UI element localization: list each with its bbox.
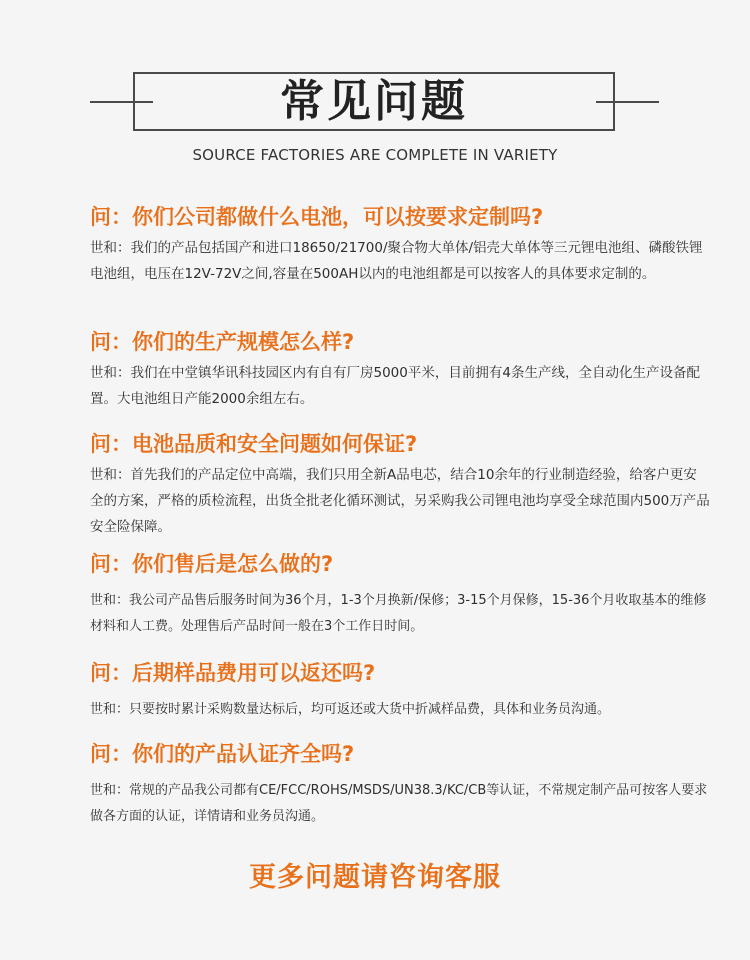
faq-item-6 [90,740,710,830]
faq-answer: 世和：首先我们的产品定位中高端，我们只用全新A品电芯，结合10余年的行业制造经验，给客户更安全的方案，严格的质检流程，出货全批老化循环测试，另采购我公司锂电池均享受全球范围内500万产品安全险保障。 [90,467,710,535]
contact-service-cta: 更多问题请咨询客服 [249,862,501,893]
page-title: 常见问题 [280,75,468,127]
faq-answer: 世和：我公司产品售后服务时间为36个月，1-3个月换新/保修；3-15个月保修，15-36个月收取基本的维修材料和人工费。处理售后产品时间一般在3个工作日时间。 [90,593,707,634]
faq-question: 问：你们的生产规模怎么样? [90,330,355,354]
faq-question: 问：你们的产品认证齐全吗? [90,742,355,766]
faq-item-1 [90,203,710,287]
faq-question: 问：后期样品费用可以返还吗? [90,661,376,685]
faq-item-5 [90,659,710,723]
faq-question: 问：电池品质和安全问题如何保证? [90,432,418,456]
faq-question: 问：你们公司都做什么电池，可以按要求定制吗? [90,205,544,229]
page-subtitle: SOURCE FACTORIES ARE COMPLETE IN VARIETY [192,146,558,164]
faq-item-2 [90,328,710,412]
faq-answer: 世和：我们的产品包括国产和进口18650/21700/聚合物大单体/铝壳大单体等三元锂电池组、磷酸铁锂电池组，电压在12V-72V之间,容量在500AH以内的电池组都是可以按客人的具体要求定制的。 [90,240,703,282]
right-decor-line [596,101,659,103]
faq-header [0,0,750,175]
faq-answer: 世和：我们在中堂镇华讯科技园区内有自有厂房5000平米，目前拥有4条生产线，全自动化生产设备配置。大电池组日产能2000余组左右。 [90,365,700,407]
title-box [133,72,615,131]
faq-item-3 [90,430,710,540]
faq-item-4 [90,550,710,640]
faq-question: 问：你们售后是怎么做的? [90,552,334,576]
faq-answer: 世和：只要按时累计采购数量达标后，均可返还或大货中折减样品费，具体和业务员沟通。 [90,702,611,717]
faq-answer: 世和：常规的产品我公司都有CE/FCC/ROHS/MSDS/UN38.3/KC/CB等认证，不常规定制产品可按客人要求做各方面的认证，详情请和业务员沟通。 [90,783,708,824]
